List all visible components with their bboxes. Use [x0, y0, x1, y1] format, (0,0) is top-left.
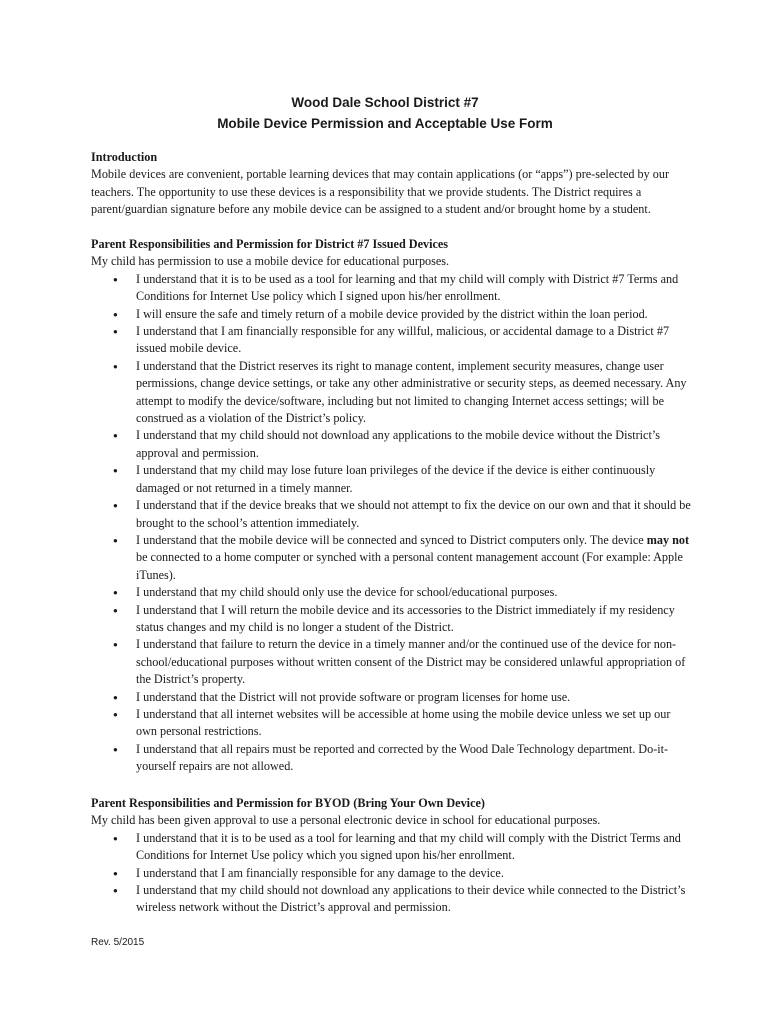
byod-heading: Parent Responsibilities and Permission for BYOD (Bring Your Own Device) — [91, 796, 485, 810]
list-item — [91, 532, 691, 584]
list-item: ● I understand that I am financially responsible for any damage to the device. — [91, 865, 691, 882]
introduction-text: Mobile devices are convenient, portable learning devices that may contain applications (or “apps”) pre-selected by our teachers. The opportunity to use these devices is a responsibility that we provide students. The District requires a parent/guardian signature before any mobile device can be assigned to a student and/or brought home by a student. — [91, 167, 670, 217]
introduction-heading: Introduction — [91, 150, 158, 164]
list-item: ● I will ensure the safe and timely return of a mobile device provided by the district within the loan period. — [91, 306, 691, 323]
district-name: Wood Dale School District #7 — [291, 95, 479, 110]
revision-footer: Rev. 5/2015 — [91, 937, 145, 948]
list-item: ● I understand that I am financially responsible for any willful, malicious, or accidental damage to a District #7 issued mobile device. — [91, 323, 691, 358]
district-devices-heading: Parent Responsibilities and Permission for District #7 Issued Devices — [91, 237, 449, 251]
byod-section — [91, 795, 691, 917]
item-text-emphasis: may not — [646, 532, 690, 547]
list-item: ● I understand that failure to return the device in a timely manner and/or the continued use of the device for non-school/educational purposes without written consent of the District may be considered unlawful appropriation of the District’s property. — [91, 636, 691, 688]
list-item: ● I understand that it is to be used as a tool for learning and that my child will comply with District #7 Terms and Conditions for Internet Use policy which I signed upon his/her enrollment. — [91, 271, 691, 306]
list-item: ● I understand that I will return the mobile device and its accessories to the District immediately if my residency status changes and my child is no longer a student of the District. — [91, 602, 691, 637]
byod-list — [91, 830, 691, 917]
list-item: ● I understand that my child should not download any applications to their device while connected to the District’s wireless network without the District’s approval and permission. — [91, 882, 691, 917]
list-item: ● I understand that my child should only use the device for school/educational purposes. — [91, 584, 691, 601]
list-item: ● I understand that it is to be used as a tool for learning and that my child will comply with the District Terms and Conditions for Internet Use policy which you signed upon his/her enrollment. — [91, 830, 691, 865]
list-item: ● I understand that if the device breaks that we should not attempt to fix the device on our own and that it should be brought to the school’s attention immediately. — [91, 497, 691, 532]
item-text-after: be connected to a home computer or synched with a personal content management account (For example: Apple iTunes). — [136, 550, 683, 582]
district-devices-section — [91, 236, 691, 776]
list-item: ● I understand that my child may lose future loan privileges of the device if the device is either continuously damaged or not returned in a timely manner. — [91, 462, 691, 497]
list-item: ● I understand that all internet websites will be accessible at home using the mobile device unless we set up our own personal restrictions. — [91, 706, 691, 741]
list-item: ● I understand that my child should not download any applications to the mobile device without the District’s approval and permission. — [91, 427, 691, 462]
list-item: ● I understand that all repairs must be reported and corrected by the Wood Dale Technology department. Do-it-yourself repairs are not allowed. — [91, 741, 691, 776]
introduction-section — [91, 149, 691, 219]
title-block — [0, 92, 770, 134]
item-text-before: I understand that the mobile device will be connected and synced to District computers only. The device — [136, 532, 647, 547]
form-title: Mobile Device Permission and Acceptable Use Form — [217, 116, 553, 131]
district-devices-lead: My child has permission to use a mobile device for educational purposes. — [91, 254, 450, 269]
list-item: ● I understand that the District will not provide software or program licenses for home use. — [91, 689, 691, 706]
byod-lead: My child has been given approval to use a personal electronic device in school for educational purposes. — [91, 813, 601, 828]
district-devices-list — [91, 271, 691, 776]
list-item: ● I understand that the District reserves its right to manage content, implement security measures, change user permissions, change device settings, or take any other administrative or security steps, as deemed necessary. Any attempt to modify the device/software, including but not limited to changing Internet access settings; will be construed as a violation of the District’s policy. — [91, 358, 691, 428]
